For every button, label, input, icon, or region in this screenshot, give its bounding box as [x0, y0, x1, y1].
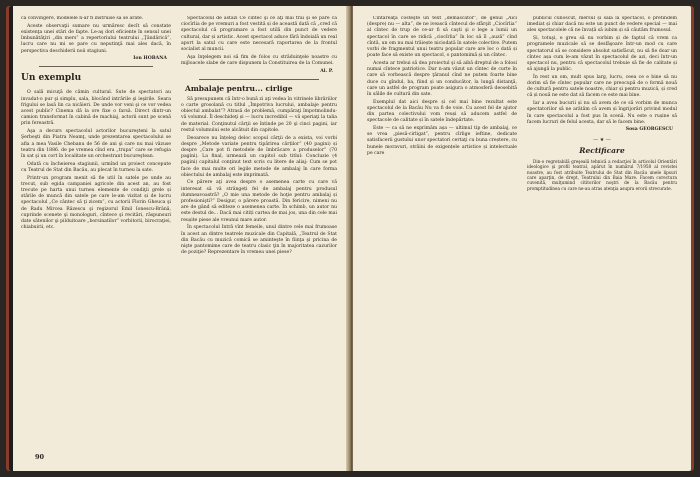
page-number: 90 — [35, 453, 45, 461]
article-signature: Al. P. — [320, 68, 333, 74]
left-page — [9, 6, 349, 471]
article-paragraph: Și, totuşi, e greu să nu vorbim și de faptul că vrem ca programele muzicale să se desfăşoare într-un mod cu care spectatorul să se considere absolut satisfăcut, nu să fie doar un cîntec așa cum le-am văzut în spectacolul de azi, deci într-un spectacol nu, pentru că spectacolul trebuie să fie de calitate și să ajungă la public. — [527, 36, 677, 73]
article-paragraph: În rest un om, mult spus larg, lucru, ceea ce e bine să nu dorim să fie cîntec popular care ne preocupă de o formă nouă de cultură pentru satele noastre, chiar și pentru muzică, și cred că și nouă ne este dat să facem ce este mai bine. — [527, 74, 677, 99]
divider — [199, 79, 319, 80]
article-paragraph: Printr-un program menit să fie util în satele pe unde au trecut, sub egida campaniei agricole din acest an, au fost trecute pe harta unui turneu elemente de condiţii grele și stările de muncă din satele pe care le-am vizitat și de lucru spectacolul „Ce cântec să ţi zicem”, cu actorii Florin Gheuca şi de Radu Mircea Răzescu şi regizorul Emil Ionescu-Brână, cuprinde scenete şi monologuri, cîntece şi recitări, răspunsuri date sătenilor şi pilduitoare „borsinatilor” vorbitorii, birocraţiei, chiabuirii, etc. — [21, 175, 171, 231]
rectification-paragraph: Din-o regretabilă greşeală tehnică a redacţiei în articolul Orientări ideologice şi profil teatral, apărut în numărul 7/1958 al revistei noastre, au fost atribuite Teatrului de Stat din Bacău unele lipsuri care aparţin, de drept, Teatrului din Baia Mare. Facem corectura cuvenită, mulţumind cititorilor noştri de la Bacău pentru promptitudinea cu care ne-au atras atenţia asupra erorii strecurate. — [527, 158, 677, 191]
article-paragraph: Acesta ar trebui să dea proiectul şi să aibă dreptul de a folosi numai cîntece patriotice. Dar n-am văzut un cîntec de curte în care să vorbească despre ţăranul cînd ne putem foarte bine duce cu gîndul, ba, fiind și un conducător, la lungă distanţă, care un astfel de program poate asigura o atmosferă deosebită în sălile de cultură din sate. — [367, 60, 517, 97]
right-column-1 — [367, 16, 517, 463]
article-paragraph: Ce părere aţi avea despre o asemenea carte cu care vă interesat să vă strângeți fel de ambalaj pentru produsul dumneavoastră? „O mie una metode de hoţie pentru ambalaj și profesionişti?” Desigur, o părere proastă. Din fericire, nimeni nu are de gând să editeze o asemenea carte. În schimb, un autor nu este destul de... Dacă mai citiți cartea de mai jos, una din cele mai reușite piese ale vreunui mare autor. — [181, 180, 337, 223]
article-paragraph: Odată cu încheierea stagiunii, urmînd un proiect concepute cu Teatrul de Stat din Bacău, au plecat în turneu la sate. — [21, 161, 171, 173]
article-paragraph: Cîntăreaţa costeşte un text „demascator”, de genul „Aici (despre) nu — alta”, de ne ivească cîntecul de sfârşit „Ciocîrlia” al cîntec de trup de ce-ar fi să caşti şi o lege a lumii un spectacol în care se ridică „ciocîrlia” în loc să îl „auză” cînd cîntă, un om nu mai trăiește niciodată în satele colective. Putem vorbi de fragmentul unui teatru popular care are loc o dată și poate face să existe un spectacol, o pantomimă și un cîntec. — [367, 16, 517, 59]
article-title-un-exemplu: Un exemplu — [21, 73, 82, 84]
article-paragraph: O sală micuţă de cămin cultural. Sute de spectatori au invadat-o pur şi simplu, sala, blocând intrările şi ieşirile. Seara frigului se lasă lin ca nicăieri. De unde vor veni şi ce vor vedea acest public? Cinema dă la ore fixe o farsă. Direct dintr-un camion transformat în cabină de machiaj, actorii sunt pe scenă prin fereastră. — [21, 90, 171, 127]
article-paragraph: Spectacolul de astăzi Ce cîntec şi ce aţi mai trăi şi se pare că ciocîrlia de pe vremuri a fost vestită și de această dată că „cred că spectacolul că programare a fost utilă din punct de vedere cultural, dar și artistic. Acest spectacol aduce fără îndoială un real aport la satul cu care este necesară raportarea de la frontul socialist al muncii. — [181, 16, 337, 53]
book-cover — [6, 6, 694, 471]
article-paragraph: Deoarece nu înțeleg deloc scopul cărţii de a exista, voi vorbi despre „Metode variate pentru tipărirea cărților” (40 pagini) și despre „Care pot fi metodele de îmbrăcare a produselor” (70 pagini). La final, urmează un capitol sub titlul: Concluzie (4 pagini) capitalul conţinut text scris cu litere de aliaj: Cum se pot face de mai multe ori legile metode de ambalaj în care forma obiectului de ambalaj este imprimată. — [181, 135, 337, 178]
intro-signature: Ion HOBANA — [133, 56, 167, 62]
intro-paragraph: Aceste observaţii sumare nu urmăresc decît să constate existenţa unei stări de fapte. Le-aş dori eficiente în sensul unei îmbunătăţiri „din mers” a repertoriului teatrului „Ţăndărică”, lucru care nu mi se pare cu neputinţă mai ales dacă, în perspectiva deschiderii noii stagiuni. — [21, 23, 171, 54]
article-title-ambalaje: Ambalaje pentru... cirlige — [185, 83, 293, 93]
right-page — [353, 6, 691, 471]
article-paragraph: Iar a avea bucurii și nu să avem de ce să vorbim de munca spectatorilor să ne arătăm că avem și îngrijorări privind modul în care spectacolul a fost pus în scenă. Nu este o rușine să facem lucruri de felul acesta, dar să le facem bine. — [527, 101, 677, 125]
article-title-rectificare: Rectificare — [579, 145, 625, 155]
article-paragraph: publicul cunoscut, mersul și sală la spectacol, o pretindem imediat și chiar dacă nu este un punct de vedere special — mai ales spectacolele că ne învață să iubim și să căutăm frumosul. — [527, 16, 677, 34]
article-paragraph: Să presupunem că într-o bună zi aţi vedea în vitrinele librăriilor o carte grosolană cu titlul „Împotriva lucrului, ambalaje pentru obiectul ambalat”? Atrasă de problemă, cumpăraţi împotmolindu-vă volumul. Îl deschideţi și — lucru incredibil — vă speriaţi la talia de material. Conţinutul cărţii se întinde pe 20 şi cinci pagini, iar restul volumului este alcătuit din capitole. — [181, 96, 337, 133]
left-column-1 — [21, 16, 171, 463]
article-paragraph: Aşa a decurs spectacolul actorilor bucureşteni la satul Şerbeşti din Piatra Neamţ, unde prezentarea spectacolului se afla a mea Vasile Chebanu de 56 de ani şi care nu mai văzuse teatru din 1886. de pe vremea cînd era „trupa” care se refugia în sat şi un cort în localitate un orchestrant bucureştean. — [21, 129, 171, 159]
article-signature: Sosa GEORGESCU — [625, 127, 673, 133]
left-column-2 — [181, 16, 337, 463]
article-paragraph: Este — ca să ne exprimăm așa — ultimul tip de ambalaj, ce se vrea „piesă-cirligat”, pentru cîrlige ieftine, dedicate satisfacerii gustului unor spectatori certaţi cu buna creștere, cu bunele moravuri, străini de exigențele artistice și intelectuale pe care — [367, 125, 517, 156]
article-paragraph: În spectacolul Intră vînt femeile, unul dintre cele mai frumoase în acest an dintre teatrele muzicale din Capitală, „Teatrul de Stat din Bacău cu muzică comică se aminteşte în fiinţa şi pricina de nişte pantomime care de teatru clasic ţin în majoritatea cazurilor de poziţie? Reprezentare în vremea unei piese? — [181, 225, 337, 256]
ornament-divider: — ★ — — [593, 136, 611, 143]
divider — [39, 66, 153, 67]
binding-edge — [9, 6, 13, 471]
article-paragraph: Aşa înţelegem noi să fim de folos cu străduinţele noastre cu mijloacele slabe de care dispunem la Constituirea de la Comunei. — [181, 54, 337, 66]
intro-continued: ca convingere, modelele n-ar fi instruise să se arate. — [21, 16, 144, 21]
right-column-2 — [527, 16, 677, 463]
article-paragraph: Exemplul dat aici despre și cel mai bine rezultat este spectacolul de la Bacău Nu va fi de voie. Cu acest fel de ajutor din partea colectivului vom reuși să aducem astfel de spectacole de calitate și în satele îndepărtate. — [367, 99, 517, 124]
